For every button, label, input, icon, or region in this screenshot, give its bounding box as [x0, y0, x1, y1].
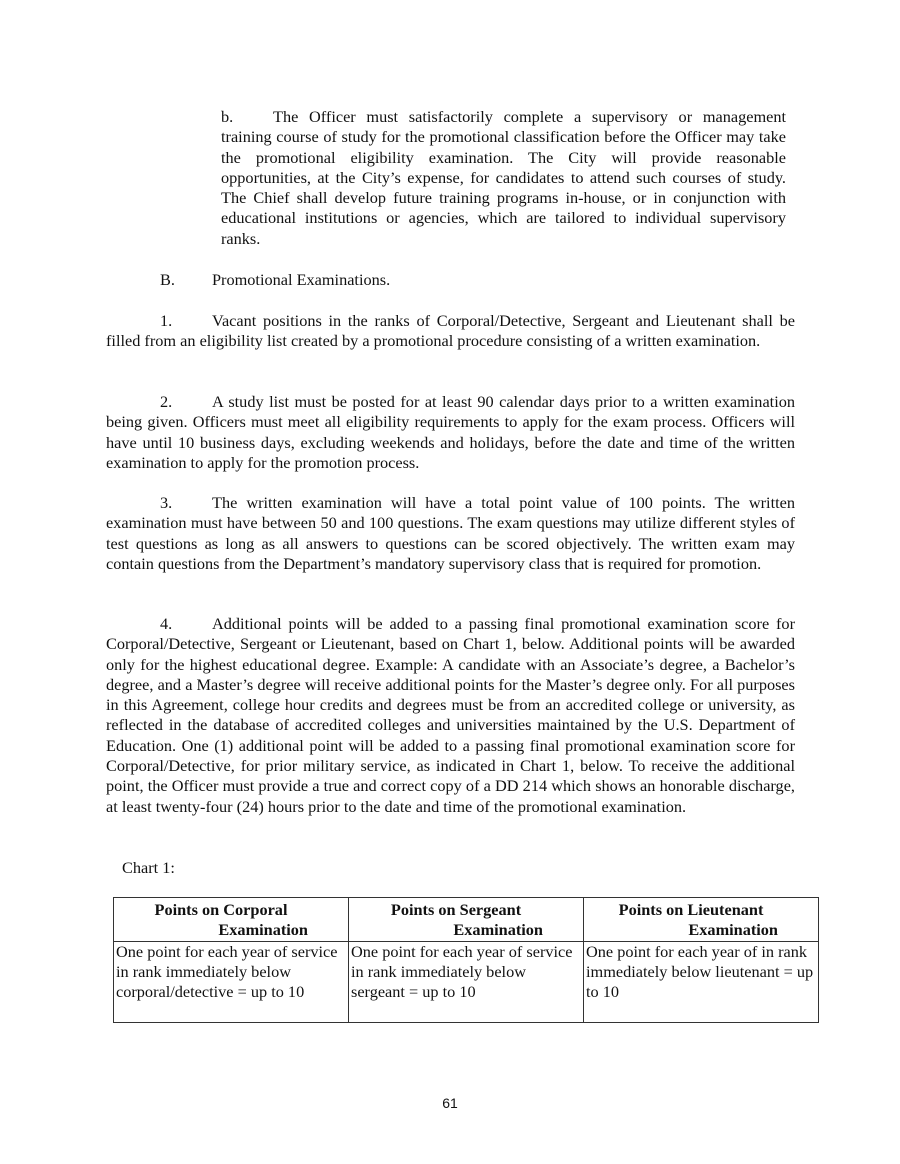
- table-header-row: [114, 898, 819, 942]
- subsection-b-text: The Officer must satisfactorily complete a supervisory or management training course of study for the promotional classification before the Officer may take the promotional eligibility examination. The City will provide reasonable opportunities, at the City’s expense, for candidates to attend such courses of study. The Chief shall develop future training programs in-house, or in conjunction with educational institutions or agencies, which are tailored to individual supervisory ranks.: [221, 107, 786, 248]
- subsection-b: [221, 107, 786, 249]
- paragraph-3: [106, 493, 795, 574]
- section-b-label: B.: [160, 270, 175, 289]
- paragraph-text: Vacant positions in the ranks of Corporal/Detective, Sergeant and Lieutenant shall be filled from an eligibility list created by a promotional procedure consisting of a written examination.: [106, 311, 795, 351]
- header-lieutenant: [584, 898, 819, 942]
- header-corporal: [114, 898, 349, 942]
- table-row: [114, 941, 819, 1022]
- paragraph-text: A study list must be posted for at least 90 calendar days prior to a written examination being given. Officers must meet all eligibility requirements to apply for the exam process. Officers will have until 10 business days, excluding weekends and holidays, before the date and time of the written examination to apply for the promotion process.: [106, 392, 795, 472]
- header-line-2: Examination: [688, 920, 778, 940]
- subsection-b-label: b.: [221, 107, 234, 126]
- section-b-heading: [160, 270, 390, 290]
- section-b-title: Promotional Examinations.: [212, 270, 391, 289]
- header-line-1: Points on Sergeant: [390, 900, 522, 919]
- cell-corporal: One point for each year of service in rank immediately below corporal/detective = up to 10: [114, 941, 349, 1022]
- paragraph-number: 4.: [160, 614, 173, 633]
- header-sergeant: [349, 898, 584, 942]
- paragraph-text: Additional points will be added to a passing final promotional examination score for Corporal/Detective, Sergeant or Lieutenant, based on Chart 1, below. Additional points will be awarded only for the highest educational degree. Example: A candidate with an Associate’s degree, a Bachelor’s degree, and a Master’s degree will receive additional points for the Master’s degree only. For all purposes in this Agreement, college hour credits and degrees must be from an accredited college or university, as reflected in the database of accredited colleges and universities maintained by the U.S. Department of Education. One (1) additional point will be added to a passing final promotional examination score for Corporal/Detective, for prior military service, as indicated in Chart 1, below. To receive the additional point, the Officer must provide a true and correct copy of a DD 214 which shows an honorable discharge, at least twenty-four (24) hours prior to the date and time of the promotional examination.: [106, 614, 795, 816]
- paragraph-number: 3.: [160, 493, 173, 512]
- paragraph-number: 1.: [160, 311, 173, 330]
- paragraph-4: [106, 614, 795, 817]
- paragraph-2: [106, 392, 795, 473]
- header-line-1: Points on Corporal: [154, 900, 288, 919]
- cell-lieutenant: One point for each year of in rank immediately below lieutenant = up to 10: [584, 941, 819, 1022]
- header-line-1: Points on Lieutenant: [618, 900, 764, 919]
- header-line-2: Examination: [218, 920, 308, 940]
- cell-sergeant: One point for each year of service in rank immediately below sergeant = up to 10: [349, 941, 584, 1022]
- paragraph-text: The written examination will have a total point value of 100 points. The written examination must have between 50 and 100 questions. The exam questions may utilize different styles of test questions as long as all answers to questions can be scored objectively. The written exam may contain questions from the Department’s mandatory supervisory class that is required for promotion.: [106, 493, 795, 573]
- page-number: 61: [442, 1095, 458, 1111]
- chart-label: Chart 1:: [122, 858, 175, 877]
- paragraph-number: 2.: [160, 392, 173, 411]
- paragraph-1: [106, 311, 795, 352]
- header-line-2: Examination: [453, 920, 543, 940]
- chart-1-table: [113, 897, 819, 1023]
